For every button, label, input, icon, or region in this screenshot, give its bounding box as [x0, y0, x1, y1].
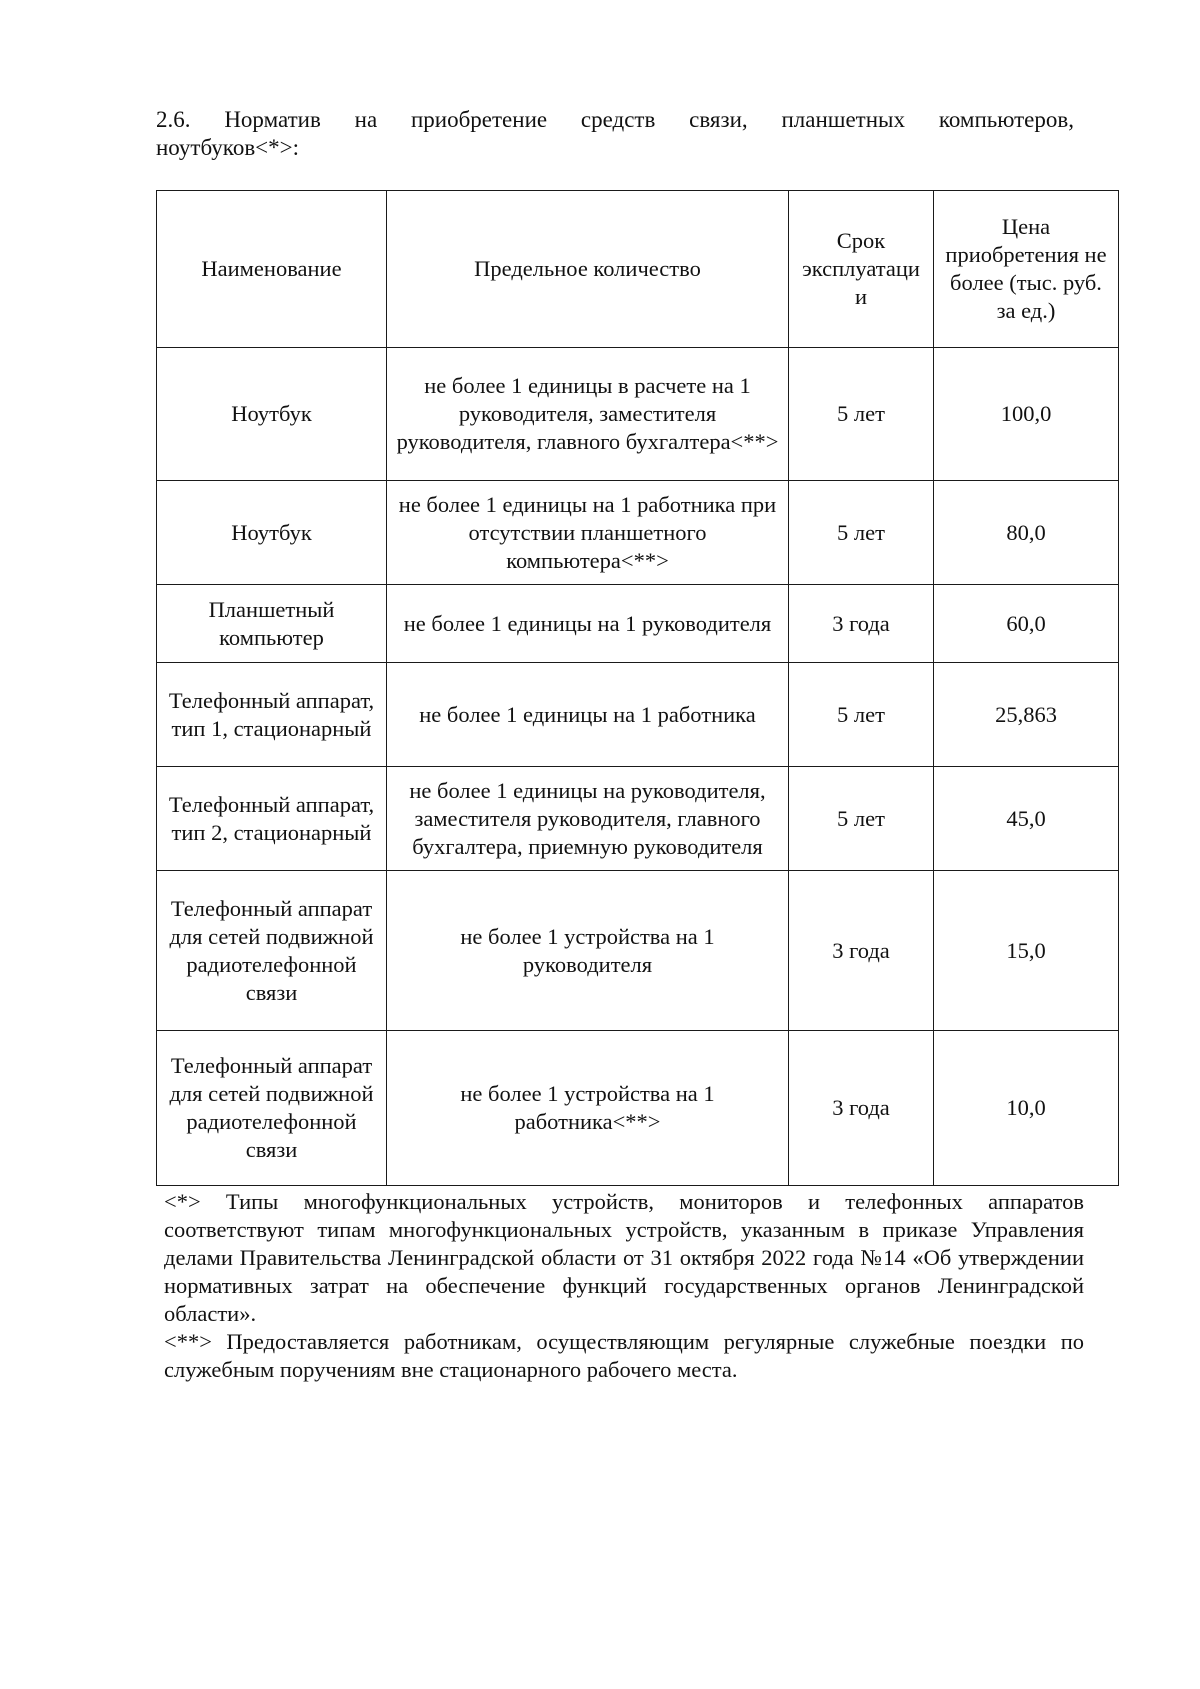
cell-quantity: не более 1 единицы в расчете на 1 руководителя, заместителя руководителя, главного бухгалтера<**> — [387, 348, 789, 481]
section-heading-line-2: ноутбуков<*>: — [156, 135, 300, 160]
cell-term: 3 года — [789, 585, 934, 663]
cell-name: Планшетный компьютер — [157, 585, 387, 663]
header-quantity: Предельное количество — [387, 191, 789, 348]
cell-term: 3 года — [789, 1031, 934, 1186]
cell-name: Ноутбук — [157, 481, 387, 585]
footnote-2: <**> Предоставляется работникам, осуществляющим регулярные служебные поездки по служебным поручениям вне стационарного рабочего места. — [164, 1329, 1084, 1382]
cell-name: Телефонный аппарат для сетей подвижной радиотелефонной связи — [157, 1031, 387, 1186]
cell-quantity: не более 1 единицы на 1 руководителя — [387, 585, 789, 663]
cell-name: Телефонный аппарат, тип 1, стационарный — [157, 663, 387, 767]
footnotes — [164, 1188, 1084, 1384]
section-heading-line-1: 2.6. Норматив на приобретение средств связи, планшетных компьютеров, — [156, 107, 1074, 132]
cell-name: Телефонный аппарат для сетей подвижной радиотелефонной связи — [157, 871, 387, 1031]
header-name: Наименование — [157, 191, 387, 348]
cell-price: 45,0 — [934, 767, 1119, 871]
table-row — [157, 1031, 1119, 1186]
cell-term: 5 лет — [789, 663, 934, 767]
cell-term: 5 лет — [789, 767, 934, 871]
cell-term: 3 года — [789, 871, 934, 1031]
cell-quantity: не более 1 единицы на руководителя, заместителя руководителя, главного бухгалтера, приемную руководителя — [387, 767, 789, 871]
cell-quantity: не более 1 устройства на 1 руководителя — [387, 871, 789, 1031]
footnote-1: <*> Типы многофункциональных устройств, мониторов и телефонных аппаратов соответствуют типам многофункциональных устройств, указанным в приказе Управления делами Правительства Ленинградской области от 31 октября 2022 года №14 «Об утверждении нормативных затрат на обеспечение функций государственных органов Ленинградской области». — [164, 1189, 1084, 1326]
cell-quantity: не более 1 единицы на 1 работника — [387, 663, 789, 767]
cell-price: 80,0 — [934, 481, 1119, 585]
section-heading — [156, 106, 1074, 162]
table-row — [157, 871, 1119, 1031]
cell-term: 5 лет — [789, 348, 934, 481]
cell-price: 10,0 — [934, 1031, 1119, 1186]
cell-term: 5 лет — [789, 481, 934, 585]
table-row — [157, 348, 1119, 481]
table-row — [157, 767, 1119, 871]
header-term: Срок эксплуатаци и — [789, 191, 934, 348]
cell-price: 60,0 — [934, 585, 1119, 663]
cell-quantity: не более 1 единицы на 1 работника при отсутствии планшетного компьютера<**> — [387, 481, 789, 585]
table-row — [157, 663, 1119, 767]
cell-name: Телефонный аппарат, тип 2, стационарный — [157, 767, 387, 871]
cell-price: 100,0 — [934, 348, 1119, 481]
header-price: Цена приобретения не более (тыс. руб. за ед.) — [934, 191, 1119, 348]
cell-price: 25,863 — [934, 663, 1119, 767]
table-row — [157, 585, 1119, 663]
table-header-row — [157, 191, 1119, 348]
norms-table — [156, 190, 1119, 1186]
cell-quantity: не более 1 устройства на 1 работника<**> — [387, 1031, 789, 1186]
cell-price: 15,0 — [934, 871, 1119, 1031]
table-row — [157, 481, 1119, 585]
cell-name: Ноутбук — [157, 348, 387, 481]
